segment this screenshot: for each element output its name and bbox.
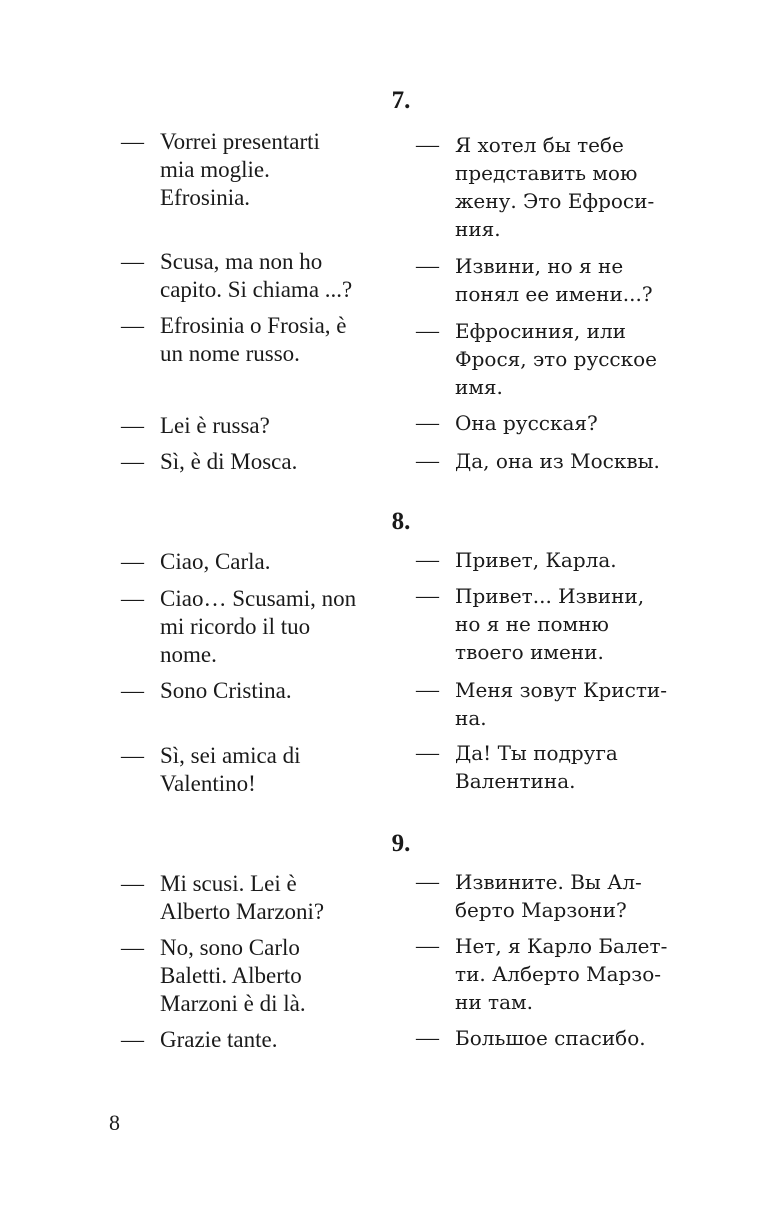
italian-line: capito. Si chiama ...? xyxy=(160,277,353,302)
dialogue-dash: — xyxy=(416,318,439,343)
page-number: 8 xyxy=(109,1110,120,1135)
italian-line: Ciao, Carla. xyxy=(160,549,271,574)
italian-line: Efrosinia. xyxy=(160,185,251,210)
italian-line: No, sono Carlo xyxy=(160,935,300,960)
italian-line: Marzoni è di là. xyxy=(160,991,306,1016)
russian-line: Меня зовут Кристи- xyxy=(455,678,667,702)
italian-line: Baletti. Alberto xyxy=(160,963,302,988)
section-number: 7. xyxy=(391,87,411,114)
italian-line: Valentino! xyxy=(160,771,256,796)
russian-line: твоего имени. xyxy=(455,640,604,664)
russian-line: жену. Это Ефроси- xyxy=(455,189,655,213)
italian-line: Sì, è di Mosca. xyxy=(160,449,298,474)
russian-line: Нет, я Карло Балет- xyxy=(455,934,668,958)
dialogue-dash: — xyxy=(121,129,144,154)
russian-line: Она русская? xyxy=(455,411,598,435)
dialogue-dash: — xyxy=(121,249,144,274)
dialogue-dash: — xyxy=(121,549,144,574)
dialogue-dash: — xyxy=(121,586,144,611)
dialogue-dash: — xyxy=(121,871,144,896)
russian-line: Да, она из Москвы. xyxy=(455,449,660,473)
dialogue-dash: — xyxy=(121,449,144,474)
dialogue-dash: — xyxy=(416,933,439,958)
russian-line: ни там. xyxy=(455,990,533,1014)
dialogue-dash: — xyxy=(121,313,144,338)
italian-line: Ciao… Scusami, non xyxy=(160,586,357,611)
dialogue-dash: — xyxy=(416,448,439,473)
section-number: 8. xyxy=(391,508,411,535)
dialogue-dash: — xyxy=(416,1025,439,1050)
dialogue-dash: — xyxy=(121,743,144,768)
dialogue-dash: — xyxy=(121,1027,144,1052)
russian-line: ния. xyxy=(455,217,501,241)
italian-line: Alberto Marzoni? xyxy=(160,899,325,924)
italian-line: nome. xyxy=(160,642,217,667)
russian-line: на. xyxy=(455,706,487,730)
italian-line: Sono Cristina. xyxy=(160,678,292,703)
dialogue-dash: — xyxy=(121,678,144,703)
dialogue-dash: — xyxy=(416,410,439,435)
italian-line: Mi scusi. Lei è xyxy=(160,871,297,896)
russian-line: Извини, но я не xyxy=(455,254,624,278)
dialogue-dash: — xyxy=(121,935,144,960)
russian-line: представить мою xyxy=(455,161,638,185)
russian-line: Да! Ты подруга xyxy=(455,741,618,765)
russian-line: Валентина. xyxy=(455,769,576,793)
dialogue-dash: — xyxy=(416,583,439,608)
italian-line: Vorrei presentarti xyxy=(160,129,320,154)
italian-line: Efrosinia o Frosia, è xyxy=(160,313,347,338)
italian-line: Scusa, ma non ho xyxy=(160,249,323,274)
russian-line: имя. xyxy=(455,375,503,399)
italian-line: un nome russo. xyxy=(160,341,300,366)
dialogue-dash: — xyxy=(416,869,439,894)
russian-line: понял ее имени...? xyxy=(455,282,653,306)
italian-line: mia moglie. xyxy=(160,157,270,182)
russian-line: Извините. Вы Ал- xyxy=(455,870,642,894)
dialogue-dash: — xyxy=(416,132,439,157)
dialogue-dash: — xyxy=(121,413,144,438)
section-number: 9. xyxy=(391,830,411,857)
dialogue-dash: — xyxy=(416,547,439,572)
italian-line: Lei è russa? xyxy=(160,413,270,438)
russian-line: Большое спасибо. xyxy=(455,1026,646,1050)
russian-line: но я не помню xyxy=(455,612,609,636)
dialogue-dash: — xyxy=(416,677,439,702)
italian-line: Grazie tante. xyxy=(160,1027,278,1052)
italian-line: Sì, sei amica di xyxy=(160,743,301,768)
italian-line: mi ricordo il tuo xyxy=(160,614,311,639)
dialogue-dash: — xyxy=(416,253,439,278)
russian-line: ти. Алберто Марзо- xyxy=(455,962,662,986)
russian-line: берто Марзони? xyxy=(455,898,627,922)
russian-line: Ефросиния, или xyxy=(455,319,626,343)
dialogue-dash: — xyxy=(416,740,439,765)
russian-line: Привет, Карла. xyxy=(455,548,617,572)
russian-line: Фрося, это русское xyxy=(455,347,657,371)
russian-line: Привет... Извини, xyxy=(455,584,645,608)
russian-line: Я хотел бы тебе xyxy=(455,133,624,157)
